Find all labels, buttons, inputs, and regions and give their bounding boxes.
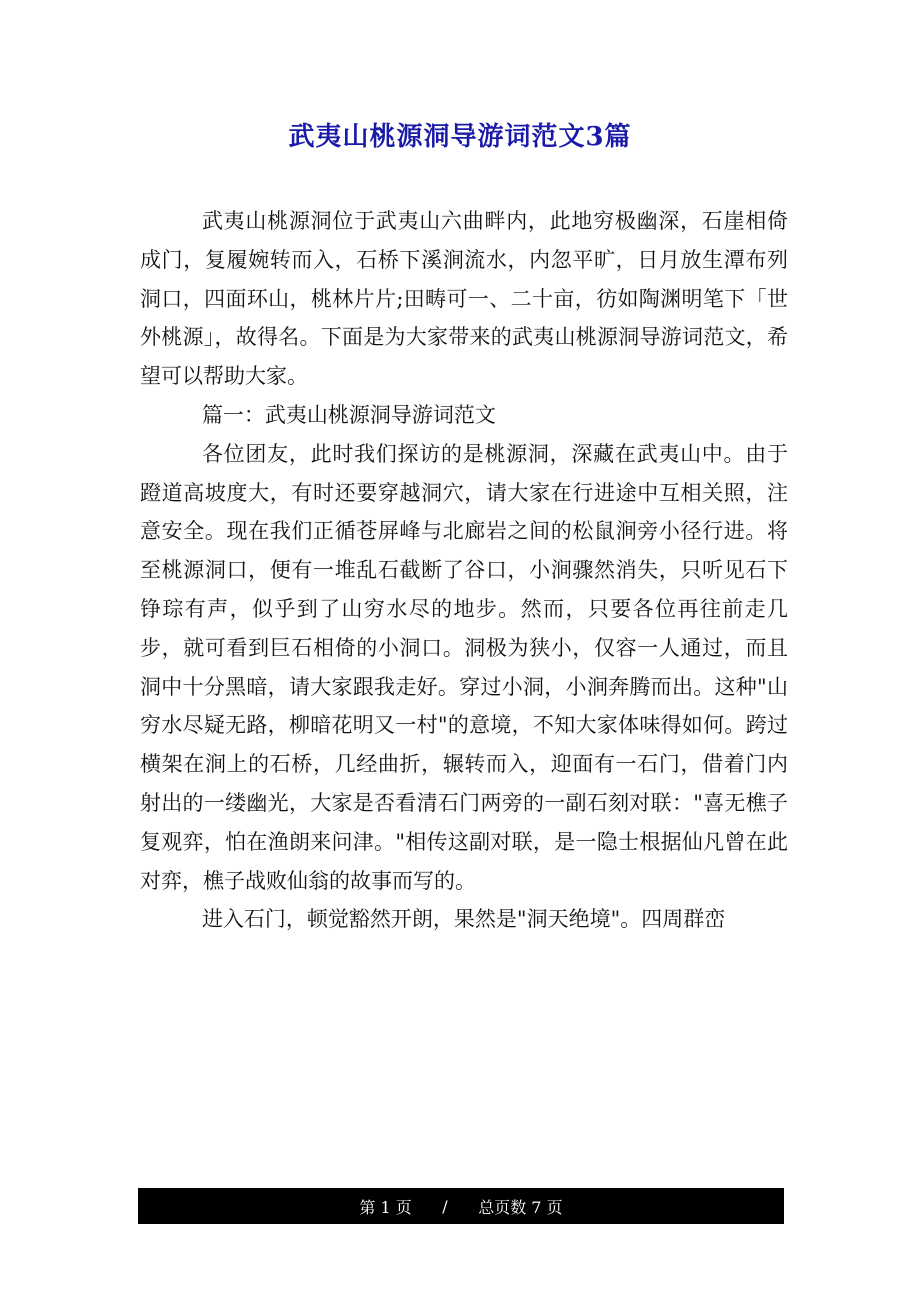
footer-spacer-1 xyxy=(412,1197,443,1216)
total-pages-label: 总页数 7 页 xyxy=(478,1197,563,1217)
page-separator: / xyxy=(442,1196,448,1216)
footer-spacer-2 xyxy=(448,1197,479,1216)
page-number-label: 第 1 页 xyxy=(359,1197,412,1217)
document-title: 武夷山桃源洞导游词范文3篇 xyxy=(288,122,632,152)
paragraph-section-1: 各位团友，此时我们探访的是桃源洞，深藏在武夷山中。由于蹬道高坡度大，有时还要穿越洞穴，请大家在行进途中互相关照，注意安全。现在我们正循苍屏峰与北廊岩之间的松鼠涧旁小径行进。将至桃源洞口，便有一堆乱石截断了谷口，小涧骤然消失，只听见石下铮琮有声，似乎到了山穷水尽的地步。然而，只要各位再往前走几步，就可看到巨石相倚的小洞口。洞极为狭小，仅容一人通过，而且洞中十分黑暗，请大家跟我走好。穿过小洞，小涧奔腾而出。这种"山穷水尽疑无路，柳暗花明又一村"的意境，不知大家体味得如何。跨过横架在涧上的石桥，几经曲折，辗转而入，迎面有一石门，借着门内射出的一缕幽光，大家是否看清石门两旁的一副石刻对联："喜无樵子复观弈，怕在渔朗来问津。"相传这副对联，是一隐士根据仙凡曾在此对弈，樵子战败仙翁的故事而写的。 xyxy=(140,441,788,893)
document-body xyxy=(140,202,788,939)
paragraph-intro: 武夷山桃源洞位于武夷山六曲畔内，此地穷极幽深，石崖相倚成门，复履婉转而入，石桥下溪涧流水，内忽平旷，日月放生潭布列洞口，四面环山，桃林片片;田畴可一、二十亩，彷如陶渊明笔下「世外桃源」，故得名。下面是为大家带来的武夷山桃源洞导游词范文，希望可以帮助大家。 xyxy=(140,209,788,389)
section-heading-1: 篇一：武夷山桃源洞导游词范文 xyxy=(201,402,496,427)
paragraph-continued: 进入石门，顿觉豁然开朗，果然是"洞天绝境"。四周群峦 xyxy=(201,907,726,932)
page-footer xyxy=(138,1188,784,1224)
